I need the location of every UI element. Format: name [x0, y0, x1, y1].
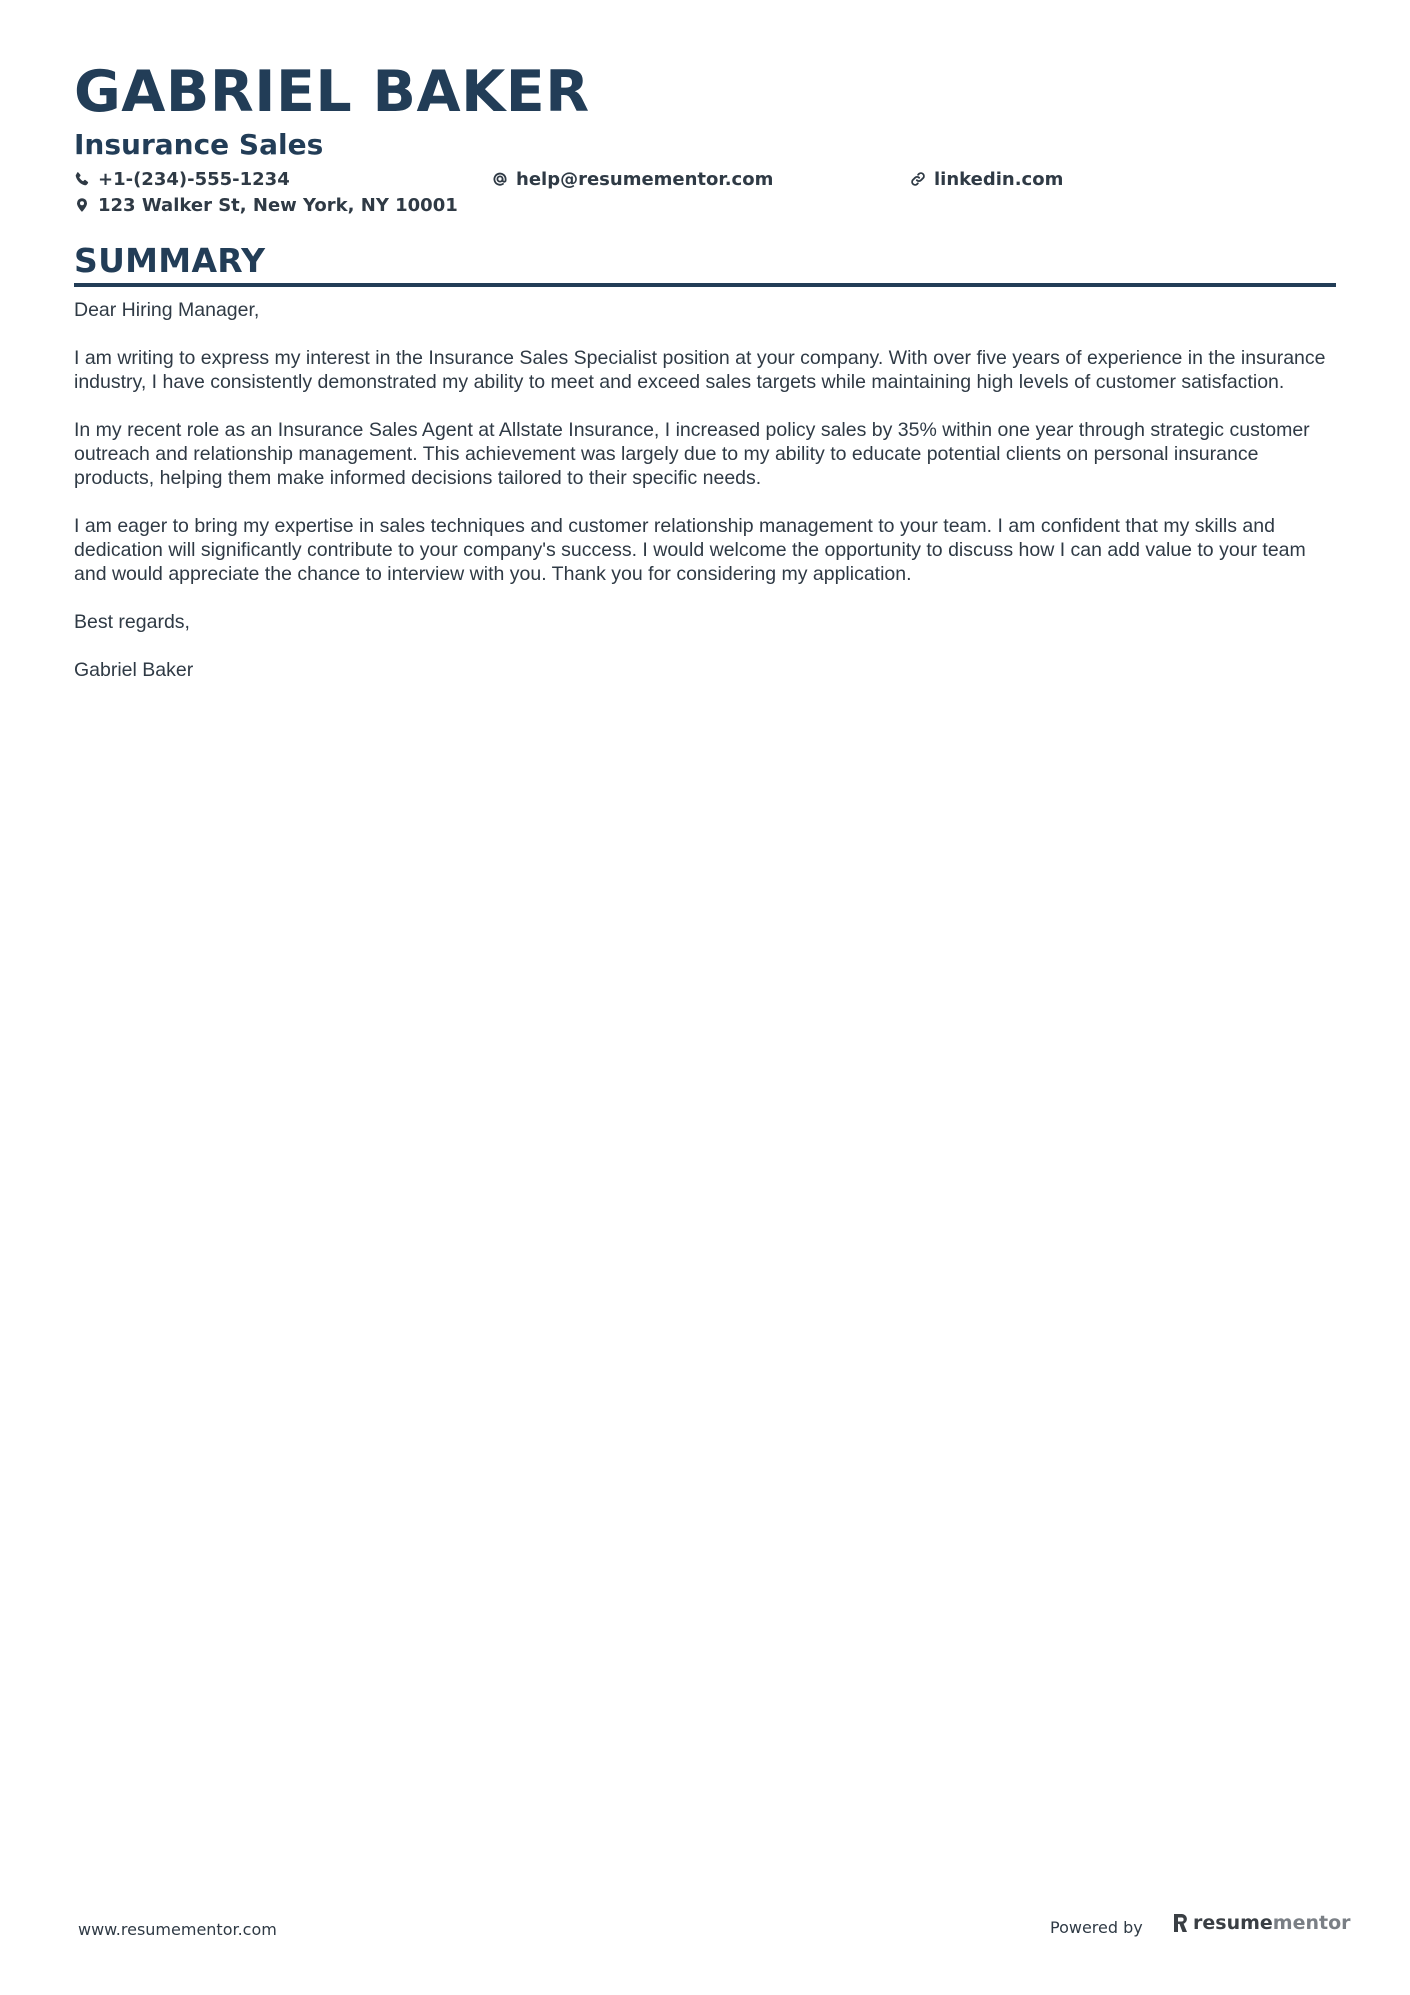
closing: Best regards,	[74, 611, 190, 633]
footer-url-link[interactable]: www.resumementor.com	[78, 1920, 277, 1939]
letter-paragraph: I am writing to express my interest in the Insurance Sales Specialist position at your company. With over five years of experience in the insurance industry, I have consistently demonstrated my ability to meet and exceed sales targets while maintaining high levels of customer satisfaction.	[74, 347, 1326, 393]
powered-by-label: Powered by	[1050, 1918, 1143, 1937]
address-text: 123 Walker St, New York, NY 10001	[98, 194, 458, 216]
brand-logo[interactable]	[1172, 1912, 1351, 1934]
cover-letter-body	[74, 298, 1336, 706]
resumementor-logo-icon	[1172, 1912, 1189, 1934]
contact-address	[74, 192, 458, 218]
letter-paragraph: In my recent role as an Insurance Sales Agent at Allstate Insurance, I increased policy sales by 35% within one year through strategic customer outreach and relationship management. This achievement was largely due to my ability to educate potential clients on personal insurance products, helping them make informed decisions tailored to their specific needs.	[74, 419, 1310, 489]
section-divider	[74, 283, 1336, 287]
candidate-role: Insurance Sales	[74, 128, 324, 161]
linkedin-text: linkedin.com	[934, 168, 1064, 190]
signature-name: Gabriel Baker	[74, 659, 194, 681]
location-pin-icon	[74, 197, 90, 213]
letter-paragraph: I am eager to bring my expertise in sales techniques and customer relationship management to your team. I am confident that my skills and dedication will significantly contribute to your company's success. I would welcome the opportunity to discuss how I can add value to your team and would appreciate the chance to interview with you. Thank you for considering my application.	[74, 515, 1306, 585]
contact-email[interactable]	[492, 166, 773, 192]
phone-icon	[74, 171, 90, 187]
candidate-name: GABRIEL BAKER	[74, 59, 590, 125]
phone-text: +1-(234)-555-1234	[98, 168, 290, 190]
brand-text-resume: resume	[1193, 1912, 1273, 1934]
email-text: help@resumementor.com	[516, 168, 774, 190]
contact-linkedin[interactable]	[910, 166, 1063, 192]
contact-info	[74, 166, 1336, 218]
section-title-summary: SUMMARY	[74, 241, 266, 280]
brand-text-mentor: mentor	[1272, 1912, 1351, 1934]
salutation: Dear Hiring Manager,	[74, 299, 260, 321]
at-icon	[492, 171, 508, 187]
link-icon	[910, 171, 926, 187]
header	[74, 58, 1336, 218]
contact-phone	[74, 166, 290, 192]
